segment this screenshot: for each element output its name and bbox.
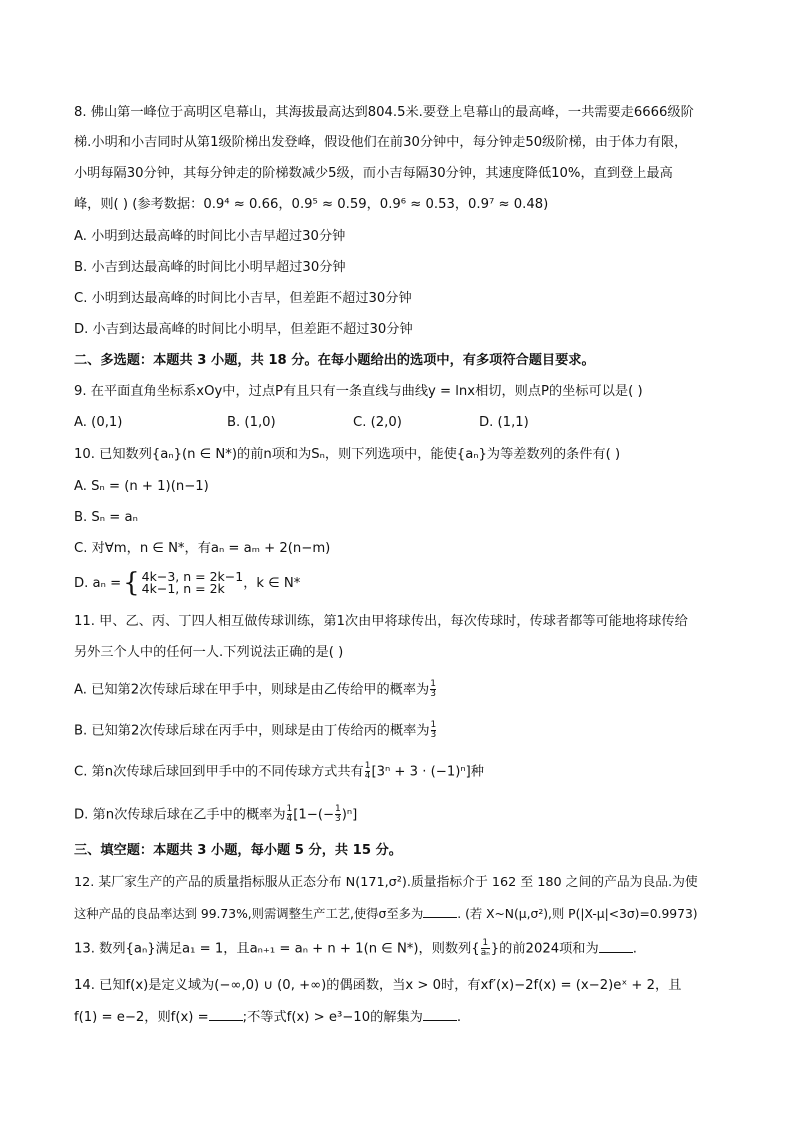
q13-pre: 13. 数列{aₙ}满足a₁ = 1，且aₙ₊₁ = aₙ + n + 1(n ∈ N*)，则数列{	[74, 941, 480, 957]
q12-line-2	[74, 904, 724, 924]
q12-line-2-post: . (若 X~N(μ,σ²),则 P(|X-μ|<3σ)=0.9973)	[457, 907, 698, 921]
fraction-numerator: 1	[430, 679, 436, 689]
q10-option-a: A. Sₙ = (n + 1)(n−1)	[74, 479, 209, 494]
fraction	[431, 721, 437, 740]
q11-option-c-pre: C. 第n次传球后球回到甲手中的不同传球方式共有	[74, 764, 364, 780]
q11-line-1: 11. 甲、乙、丙、丁四人相互做传球训练，第1次由甲将球传出，每次传球时，传球者都等可能地将球传给	[74, 614, 688, 629]
fraction	[481, 939, 490, 958]
fraction	[365, 762, 371, 781]
q13-line	[74, 939, 724, 960]
q12-line-1: 12. 某厂家生产的产品的质量指标服从正态分布 N(171,σ²).质量指标介于 162 至 180 之间的产品为良品.为使	[74, 875, 698, 890]
q10-option-d-suffix: ，k ∈ N*	[243, 576, 301, 591]
q8-line-4: 峰，则( ) (参考数据：0.9⁴ ≈ 0.66，0.9⁵ ≈ 0.59，0.9⁶ ≈ 0.53，0.9⁷ ≈ 0.48)	[74, 197, 549, 212]
fraction	[287, 805, 293, 824]
answer-blank	[209, 1008, 243, 1021]
q13-end: .	[632, 941, 637, 957]
q14-line-2-a: f(1) = e−2，则f(x) =	[74, 1010, 209, 1025]
fraction	[335, 805, 341, 824]
fraction	[430, 680, 436, 699]
q9-option-a: A. (0,1)	[74, 415, 123, 430]
q8-option-a: A. 小明到达最高峰的时间比小吉早超过30分钟	[74, 229, 346, 244]
q10-option-d-cases	[142, 571, 244, 595]
q11-option-a-text: A. 已知第2次传球后球在甲手中，则球是由乙传给甲的概率为	[74, 682, 430, 698]
answer-blank	[423, 905, 457, 918]
q10-option-c: C. 对∀m，n ∈ N*，有aₙ = aₘ + 2(n−m)	[74, 541, 331, 556]
q9-option-d: D. (1,1)	[479, 415, 529, 430]
q8-option-d: D. 小吉到达最高峰的时间比小明早，但差距不超过30分钟	[74, 322, 413, 337]
q11-option-d-post: )ⁿ]	[341, 807, 358, 823]
fraction-denominator: aₙ	[480, 948, 490, 958]
fraction-numerator: 1	[364, 761, 371, 771]
q14-line-2-b: ;不等式f(x) > e³−10的解集为	[242, 1010, 423, 1025]
fraction-denominator: 3	[430, 689, 436, 699]
left-brace-icon: {	[123, 568, 140, 598]
q10-option-d	[74, 567, 724, 601]
q12-line-2-pre: 这种产品的良品率达到 99.73%,则需调整生产工艺,使得σ至多为	[74, 907, 424, 921]
fraction-denominator: 4	[286, 814, 293, 824]
fraction-denominator: 4	[364, 771, 371, 781]
q11-option-d	[74, 805, 724, 826]
q11-line-2: 另外三个人中的任何一人.下列说法正确的是( )	[74, 645, 344, 660]
q14-line-2-c: .	[456, 1010, 462, 1025]
q10-stem: 10. 已知数列{aₙ}(n ∈ N*)的前n项和为Sₙ，则下列选项中，能使{aₙ}为等差数列的条件有( )	[74, 447, 621, 462]
fraction-denominator: 3	[335, 814, 341, 824]
q11-option-a	[74, 680, 724, 701]
q10-option-d-case-1: 4k−3, n = 2k−1	[141, 569, 244, 584]
q10-option-b: B. Sₙ = aₙ	[74, 510, 138, 525]
q9-option-b: B. (1,0)	[227, 415, 276, 430]
q9-options	[74, 413, 724, 433]
q8-line-2: 梯.小明和小吉同时从第1级阶梯出发登峰，假设他们在前30分钟中，每分钟走50级阶梯，由于体力有限，	[74, 135, 688, 150]
q14-line-1: 14. 已知f(x)是定义域为(−∞,0) ∪ (0, +∞)的偶函数，当x > 0时，有xf′(x)−2f(x) = (x−2)eˣ + 2，且	[74, 978, 682, 993]
section-3-title: 三、填空题：本题共 3 小题，每小题 5 分，共 15 分。	[74, 843, 402, 858]
q11-option-c-post: [3ⁿ + 3 · (−1)ⁿ]种	[371, 764, 484, 780]
q8-line-1: 8. 佛山第一峰位于高明区皂幕山，其海拔最高达到804.5米.要登上皂幕山的最高峰，一共需要走6666级阶	[74, 105, 694, 120]
fraction-denominator: 3	[430, 730, 437, 740]
q9-stem: 9. 在平面直角坐标系xOy中，过点P有且只有一条直线与曲线y = lnx相切，则点P的坐标可以是( )	[74, 384, 643, 399]
q11-option-d-pre: D. 第n次传球后球在乙手中的概率为	[74, 807, 286, 823]
fraction-numerator: 1	[430, 720, 437, 730]
q8-option-b: B. 小吉到达最高峰的时间比小明早超过30分钟	[74, 260, 346, 275]
answer-blank	[599, 940, 633, 953]
q9-option-c: C. (2,0)	[353, 415, 402, 430]
q11-option-c	[74, 762, 724, 783]
fraction-numerator: 1	[482, 938, 489, 948]
fraction-numerator: 1	[286, 804, 293, 814]
section-2-title: 二、多选题：本题共 3 小题，共 18 分。在每小题给出的选项中，有多项符合题目要求。	[74, 353, 595, 368]
q10-option-d-case-2: 4k−1, n = 2k	[141, 581, 225, 596]
q10-option-d-prefix: D. aₙ =	[74, 576, 122, 591]
q13-post: }的前2024项和为	[490, 941, 599, 957]
q8-option-c: C. 小明到达最高峰的时间比小吉早，但差距不超过30分钟	[74, 291, 412, 306]
answer-blank	[423, 1008, 457, 1021]
q11-option-d-mid: [1−(−	[293, 807, 335, 823]
q11-option-b	[74, 721, 724, 742]
q8-line-3: 小明每隔30分钟，其每分钟走的阶梯数减少5级，而小吉每隔30分钟，其速度降低10%，直到登上最高	[74, 166, 673, 181]
q14-line-2	[74, 1008, 724, 1028]
q11-option-b-text: B. 已知第2次传球后球在丙手中，则球是由丁传给丙的概率为	[74, 723, 430, 739]
fraction-numerator: 1	[335, 804, 341, 814]
